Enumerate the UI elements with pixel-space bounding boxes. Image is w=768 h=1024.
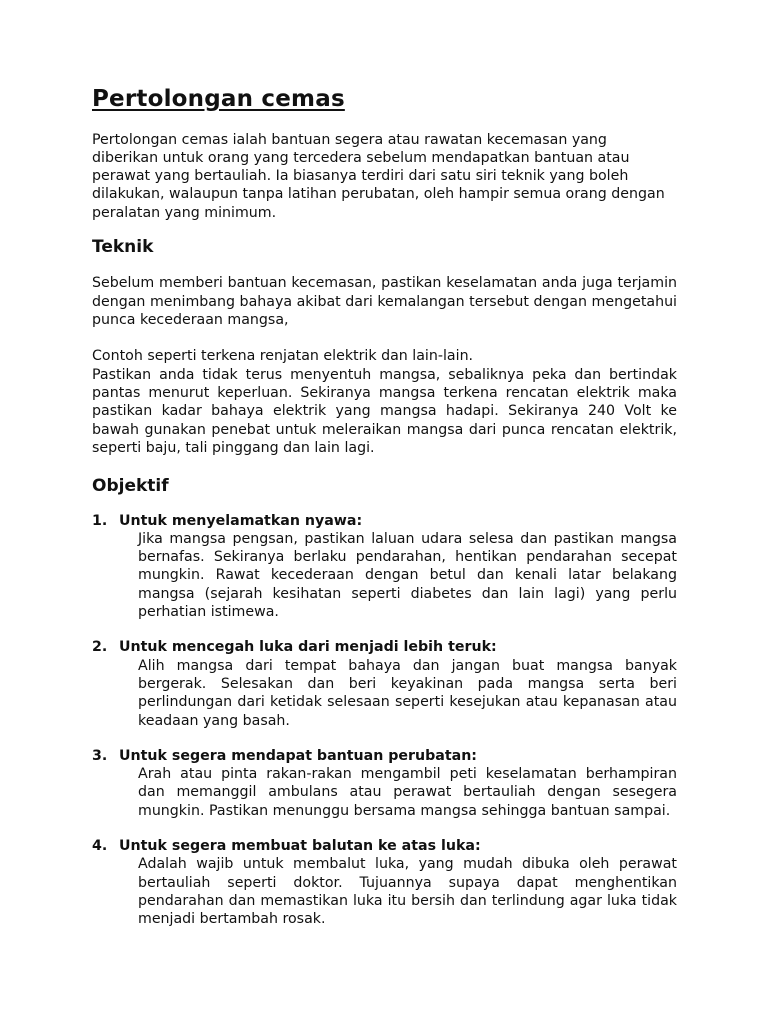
objective-item-1 xyxy=(92,512,677,622)
document-page xyxy=(92,86,677,928)
objective-item-2 xyxy=(92,638,677,729)
spacer xyxy=(92,621,677,638)
teknik-paragraph-2: Contoh seperti terkena renjatan elektrik dan lain-lain. xyxy=(92,348,474,365)
objective-number: 2. xyxy=(92,639,108,656)
objektif-heading: Objektif xyxy=(92,476,169,497)
spacer xyxy=(92,329,677,347)
objective-body: Arah atau pinta rakan-rakan mengambil peti keselamatan berhampiran dan memanggil ambulans atau perawat bertauliah dengan sesegera mungkin. Pastikan menunggu bersama mangsa sehingga bantuan sampai. xyxy=(138,766,677,819)
page-title: Pertolongan cemas xyxy=(92,86,345,112)
objective-body: Adalah wajib untuk membalut luka, yang mudah dibuka oleh perawat bertauliah seperti doktor. Tujuannya supaya dapat menghentikan pendarahan dan memastikan luka itu bersih dan terlindung agar luka tidak menjadi bertambah rosak. xyxy=(138,856,677,928)
objective-title-row xyxy=(92,638,677,656)
objective-title: Untuk mencegah luka dari menjadi lebih teruk: xyxy=(119,639,497,656)
objective-item-3 xyxy=(92,747,677,820)
teknik-paragraph-1: Sebelum memberi bantuan kecemasan, pastikan keselamatan anda juga terjamin dengan menimbang bahaya akibat dari kemalangan tersebut dengan mengetahui punca kecederaan mangsa, xyxy=(92,275,677,329)
objective-number: 3. xyxy=(92,747,108,764)
spacer xyxy=(92,730,677,747)
objective-body: Jika mangsa pengsan, pastikan laluan udara selesa dan pastikan mangsa bernafas. Sekiranya berlaku pendarahan, hentikan pendarahan secepat mungkin. Rawat kecederaan dengan betul dan kenali latar belakang mangsa (sejarah kesihatan seperti diabetes dan lain lagi) yang perlu perhatian istimewa. xyxy=(138,530,677,621)
intro-paragraph: Pertolongan cemas ialah bantuan segera atau rawatan kecemasan yang diberikan untuk orang yang tercedera sebelum mendapatkan bantuan atau perawat yang bertauliah. Ia biasanya terdiri dari satu siri teknik yang boleh dilakukan, walaupun tanpa latihan perubatan, oleh hampir semua orang dengan peralatan yang minimum. xyxy=(92,131,665,221)
objective-title: Untuk menyelamatkan nyawa: xyxy=(119,512,363,529)
objective-title-row xyxy=(92,512,677,530)
objective-number: 1. xyxy=(92,512,108,529)
objective-item-4 xyxy=(92,837,677,928)
objective-number: 4. xyxy=(92,837,108,854)
objective-title: Untuk segera mendapat bantuan perubatan: xyxy=(119,747,477,764)
objective-title-row xyxy=(92,837,677,855)
objective-body: Alih mangsa dari tempat bahaya dan jangan buat mangsa banyak bergerak. Selesakan dan beri keyakinan pada mangsa serta beri perlindungan dari ketidak selesaan seperti kesejukan atau kepanasan atau keadaan yang basah. xyxy=(138,657,677,729)
objective-title-row xyxy=(92,747,677,765)
objective-title: Untuk segera membuat balutan ke atas luka: xyxy=(119,837,481,854)
teknik-paragraph-3: Pastikan anda tidak terus menyentuh mangsa, sebaliknya peka dan bertindak pantas menurut keperluan. Sekiranya mangsa terkena rencatan elektrik maka pastikan kadar bahaya elektrik yang mangsa hadapi. Sekiranya 240 Volt ke bawah gunakan penebat untuk meleraikan mangsa dari punca rencatan elektrik, seperti baju, tali pinggang dan lain lagi. xyxy=(92,366,677,456)
teknik-heading: Teknik xyxy=(92,237,154,258)
spacer xyxy=(92,820,677,837)
